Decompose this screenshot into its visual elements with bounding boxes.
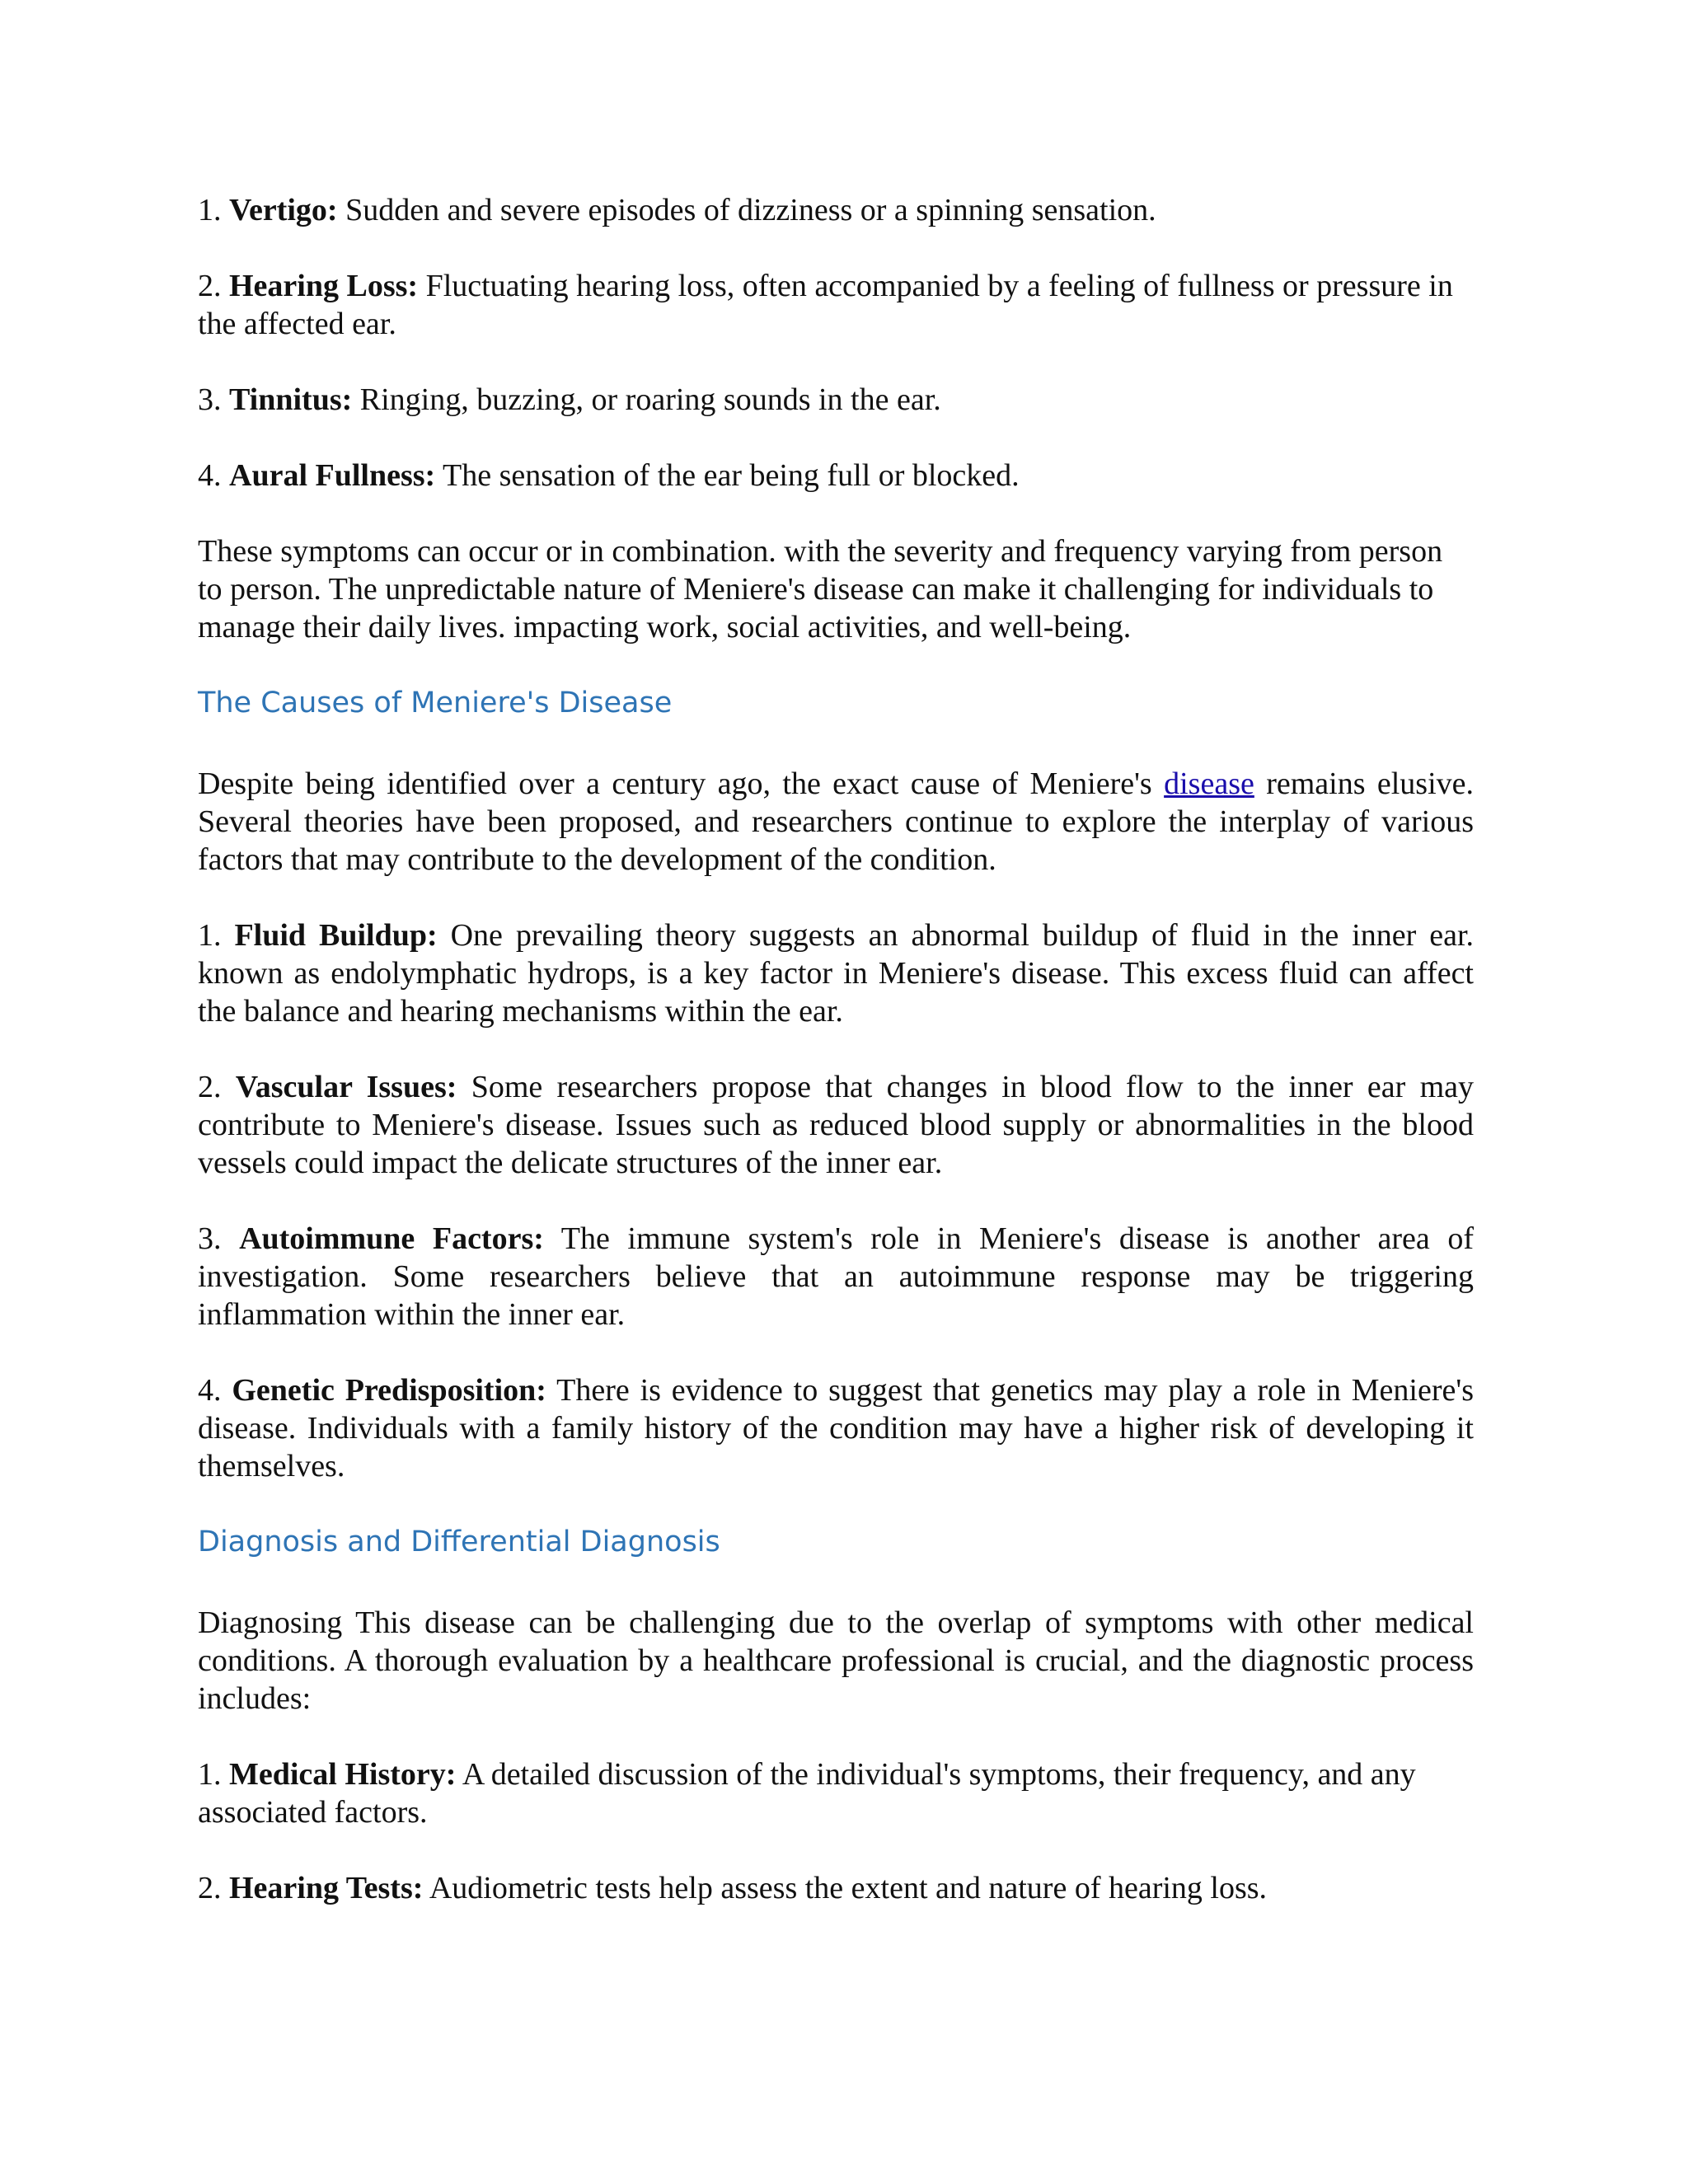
causes-intro bbox=[198, 765, 1474, 879]
diagnosis-number: 1. bbox=[198, 1757, 222, 1792]
symptom-label: Vertigo: bbox=[229, 193, 338, 227]
cause-text: The immune system's role in Meniere's disease is another area of investigation. Some researchers believe that an autoimmune response may be triggering inflammation within the inner ear. bbox=[198, 1221, 1474, 1332]
symptom-text: Fluctuating hearing loss, often accompanied by a feeling of fullness or pressure in the affected ear. bbox=[198, 269, 1453, 341]
symptom-item-vertigo bbox=[198, 191, 1474, 229]
cause-item-vascular-issues bbox=[198, 1068, 1474, 1182]
symptom-label: Aural Fullness: bbox=[229, 458, 436, 493]
symptom-item-aural-fullness bbox=[198, 457, 1474, 494]
cause-item-autoimmune-factors bbox=[198, 1220, 1474, 1333]
diagnosis-label: Medical History: bbox=[229, 1757, 457, 1792]
symptom-number: 3. bbox=[198, 382, 222, 417]
symptom-number: 1. bbox=[198, 193, 222, 227]
diagnosis-heading: Diagnosis and Differential Diagnosis bbox=[198, 1526, 720, 1558]
symptom-item-hearing-loss bbox=[198, 267, 1474, 343]
cause-label: Genetic Predisposition: bbox=[232, 1373, 546, 1408]
cause-number: 2. bbox=[198, 1070, 222, 1104]
symptom-number: 2. bbox=[198, 269, 222, 303]
cause-text: There is evidence to suggest that genetics may play a role in Meniere's disease. Individuals with a family history of the condition may have a higher risk of developing it themselves. bbox=[198, 1373, 1474, 1483]
symptoms-summary: These symptoms can occur or in combination. with the severity and frequency varying from person to person. The unpredictable nature of Meniere's disease can make it challenging for individuals to manage their daily lives. impacting work, social activities, and well-being. bbox=[198, 534, 1443, 644]
cause-label: Autoimmune Factors: bbox=[239, 1221, 544, 1256]
symptom-item-tinnitus bbox=[198, 381, 1474, 419]
diagnosis-item-medical-history bbox=[198, 1755, 1474, 1831]
diagnosis-label: Hearing Tests: bbox=[229, 1871, 424, 1905]
cause-label: Fluid Buildup: bbox=[234, 918, 438, 953]
symptom-text: Sudden and severe episodes of dizziness or a spinning sensation. bbox=[345, 193, 1156, 227]
disease-link[interactable]: disease bbox=[1164, 766, 1254, 801]
symptom-text: Ringing, buzzing, or roaring sounds in the ear. bbox=[359, 382, 941, 417]
cause-item-fluid-buildup bbox=[198, 916, 1474, 1030]
diagnosis-item-hearing-tests bbox=[198, 1869, 1474, 1907]
diagnosis-text: Audiometric tests help assess the extent and nature of hearing loss. bbox=[429, 1871, 1268, 1905]
symptom-label: Tinnitus: bbox=[229, 382, 353, 417]
cause-number: 3. bbox=[198, 1221, 222, 1256]
symptom-number: 4. bbox=[198, 458, 222, 493]
causes-heading: The Causes of Meniere's Disease bbox=[198, 687, 673, 719]
cause-number: 1. bbox=[198, 918, 222, 953]
cause-item-genetic-predisposition bbox=[198, 1371, 1474, 1485]
causes-intro-after: remains elusive. Several theories have been proposed, and researchers continue to explore the interplay of various factors that may contribute to the development of the condition. bbox=[198, 766, 1475, 877]
symptom-label: Hearing Loss: bbox=[229, 269, 419, 303]
document-body bbox=[198, 191, 1474, 1945]
diagnosis-intro: Diagnosing This disease can be challenging due to the overlap of symptoms with other medical conditions. A thorough evaluation by a healthcare professional is crucial, and the diagnostic process includes: bbox=[198, 1605, 1474, 1716]
diagnosis-number: 2. bbox=[198, 1871, 222, 1905]
causes-intro-before: Despite being identified over a century ago, the exact cause of Meniere's bbox=[198, 766, 1152, 801]
cause-label: Vascular Issues: bbox=[235, 1070, 457, 1104]
cause-number: 4. bbox=[198, 1373, 222, 1408]
diagnosis-text: A detailed discussion of the individual's symptoms, their frequency, and any associated factors. bbox=[198, 1757, 1416, 1830]
cause-text: Some researchers propose that changes in blood flow to the inner ear may contribute to Meniere's disease. Issues such as reduced blood supply or abnormalities in the blood vessels could impact the delicate structures of the inner ear. bbox=[198, 1070, 1474, 1180]
cause-text: One prevailing theory suggests an abnormal buildup of fluid in the inner ear. known as endolymphatic hydrops, is a key factor in Meniere's disease. This excess fluid can affect the balance and hearing mechanisms within the ear. bbox=[198, 918, 1475, 1029]
symptom-text: The sensation of the ear being full or blocked. bbox=[443, 458, 1020, 493]
